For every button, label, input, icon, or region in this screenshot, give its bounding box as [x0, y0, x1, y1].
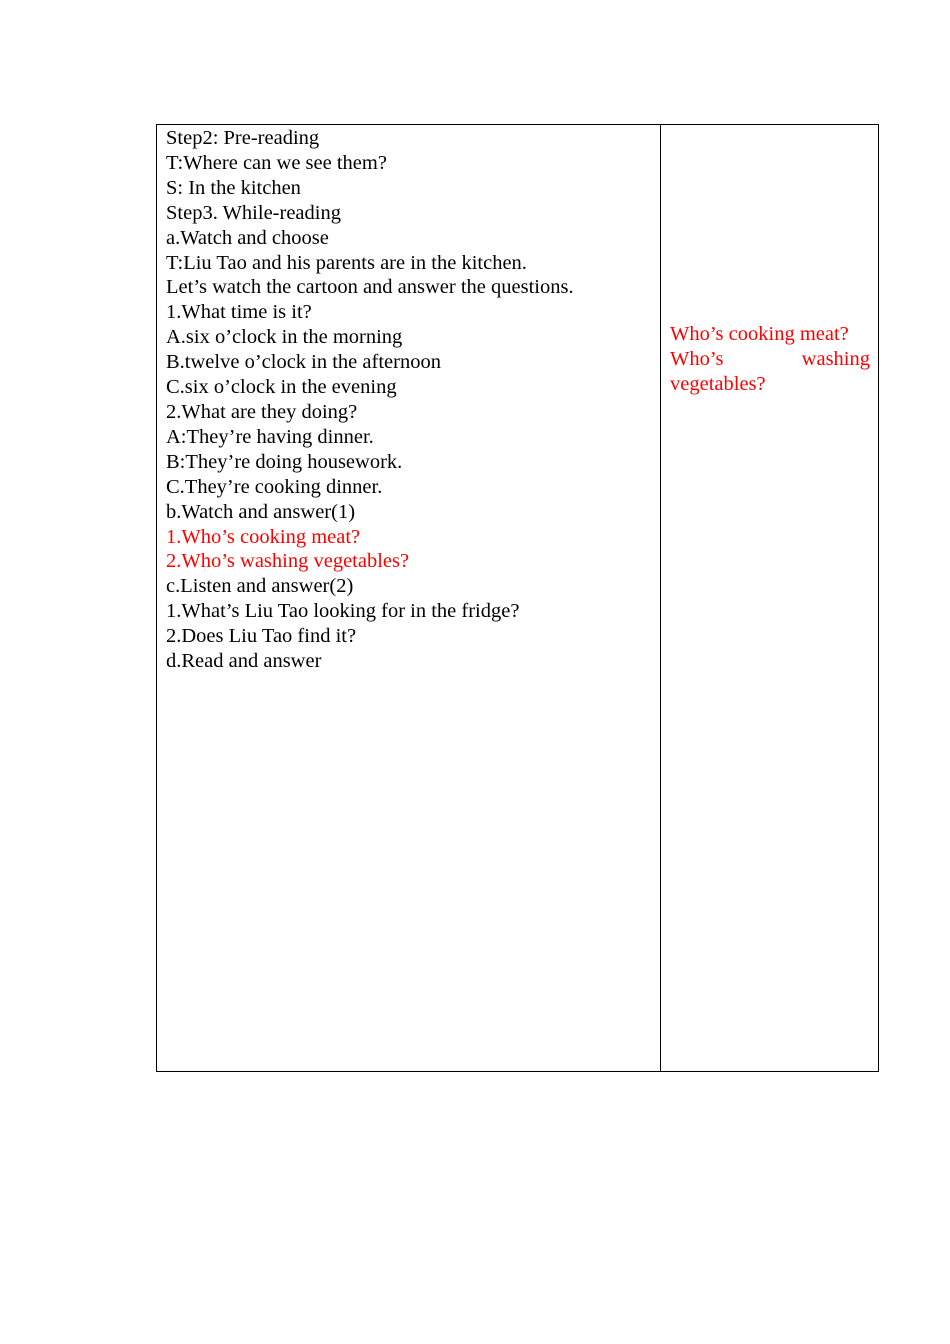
procedure-line: d.Read and answer [166, 650, 322, 673]
procedure-line: S: In the kitchen [166, 176, 301, 199]
procedure-line: 1.Who’s cooking meat? [166, 525, 361, 548]
procedure-line: Step3. While-reading [166, 201, 341, 224]
procedure-line: 2.Who’s washing vegetables? [166, 550, 410, 573]
procedure-line: C.six o’clock in the evening [166, 376, 397, 399]
teaching-procedure-cell [157, 125, 661, 1072]
procedure-line: c.Listen and answer(2) [166, 575, 354, 598]
procedure-line: B:They’re doing housework. [166, 450, 403, 473]
procedure-line: 2.What are they doing? [166, 400, 358, 423]
procedure-line: T:Liu Tao and his parents are in the kitchen. [166, 251, 527, 274]
board-line-washing: Who’s washing [670, 347, 870, 370]
procedure-line: A:They’re having dinner. [166, 425, 374, 448]
board-design-cell [661, 125, 879, 1072]
procedure-line: B.twelve o’clock in the afternoon [166, 351, 441, 374]
procedure-line: Let’s watch the cartoon and answer the questions. [166, 276, 574, 299]
procedure-line: 2.Does Liu Tao find it? [166, 625, 357, 648]
procedure-line: 1.What’s Liu Tao looking for in the fridge? [166, 600, 520, 623]
procedure-line: T:Where can we see them? [166, 151, 387, 174]
procedure-line: a.Watch and choose [166, 226, 329, 249]
table-row [157, 125, 879, 1072]
procedure-line: A.six o’clock in the morning [166, 326, 403, 349]
procedure-line: C.They’re cooking dinner. [166, 475, 383, 498]
teaching-procedure-text [157, 125, 660, 674]
procedure-line: b.Watch and answer(1) [166, 500, 356, 523]
procedure-line: Step2: Pre-reading [166, 127, 320, 149]
board-line-vegetables: vegetables? [670, 372, 766, 395]
lesson-plan-table [156, 124, 879, 1072]
board-design-text [661, 125, 878, 397]
board-line-cooking-meat: Who’s cooking meat? [670, 323, 849, 345]
procedure-line: 1.What time is it? [166, 301, 312, 324]
